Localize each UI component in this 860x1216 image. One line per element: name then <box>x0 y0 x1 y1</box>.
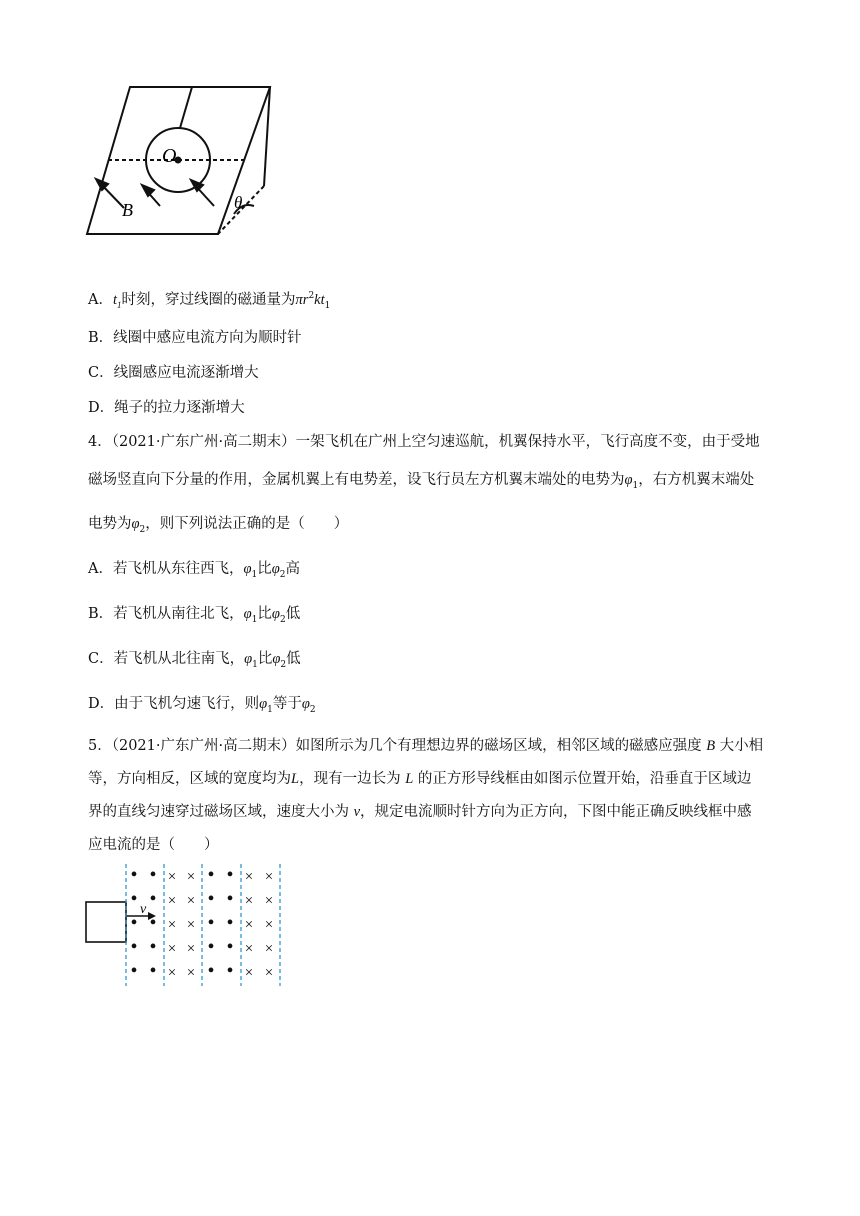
q4-stem-line-3 <box>88 512 348 535</box>
q4-stem-2-text: 磁场竖直向下分量的作用，金属机翼上有电势差，设飞行员左方机翼末端处的电势为 <box>88 472 625 488</box>
q4-a-pre: A．若飞机从东往西飞， <box>88 561 244 577</box>
q3-a-kt: kt <box>314 292 325 308</box>
q5-stem-1-tail: 大小相 <box>719 738 764 754</box>
q4-stem-3-text: 电势为 <box>88 516 132 532</box>
q4-option-d <box>88 692 316 715</box>
field-dot-mark: • <box>226 864 234 886</box>
q4-b-sub1: 1 <box>251 614 258 625</box>
q4-phi-1-sub: 1 <box>632 480 639 491</box>
label-O: O <box>162 145 177 167</box>
field-dot-mark: • <box>149 912 157 934</box>
q5-stem-3-text: 界的直线匀速穿过磁场区域，速度大小为 <box>88 804 349 820</box>
q4-a-phi1: φ <box>243 561 252 577</box>
q5-stem-line-1 <box>88 734 763 755</box>
q4-d-sub2: 2 <box>309 704 316 715</box>
q4-c-phi1: φ <box>244 651 253 667</box>
q3-a-t: t <box>112 292 118 308</box>
label-v: v <box>140 902 147 917</box>
field-cross-mark: × <box>264 893 274 909</box>
rope-line <box>180 87 192 128</box>
field-cross-mark: × <box>244 917 254 933</box>
field-dot-mark: • <box>226 936 234 958</box>
field-cross-mark: × <box>264 941 274 957</box>
field-cross-mark: × <box>264 965 274 981</box>
q5-l-symbol-1: L <box>291 771 300 787</box>
field-dot-mark: • <box>207 864 215 886</box>
q5-stem-line-4: 应电流的是（ ） <box>88 837 219 853</box>
field-dot-mark: • <box>130 936 138 958</box>
figure-incline-coil <box>84 84 284 244</box>
field-cross-mark: × <box>167 965 177 981</box>
q4-b-sub2: 2 <box>279 614 286 625</box>
q5-stem-2-text: 等，方向相反，区域的宽度均为 <box>88 771 291 787</box>
q4-stem-2-tail: ，右方机翼末端处 <box>638 472 755 488</box>
q3-option-b: B．线圈中感应电流方向为顺时针 <box>88 330 302 346</box>
q5-l-symbol-2: L <box>405 771 414 787</box>
q4-b-pre: B．若飞机从南往北飞， <box>88 606 244 622</box>
field-dot-mark: • <box>149 888 157 910</box>
q4-stem-3-tail: ，则下列说法正确的是（ ） <box>145 516 349 532</box>
q5-stem-1-text: 5．（2021·广东广州·高二期末）如图所示为几个有理想边界的磁场区域，相邻区域的磁感应强度 <box>88 738 702 754</box>
q4-b-mid: 比 <box>257 606 272 622</box>
field-cross-mark: × <box>167 869 177 885</box>
field-dot-mark: • <box>130 864 138 886</box>
field-cross-mark: × <box>167 917 177 933</box>
q3-a-pi: π <box>295 292 303 308</box>
q4-c-pre: C．若飞机从北往南飞， <box>88 651 245 667</box>
field-cross-mark: × <box>167 941 177 957</box>
field-cross-mark: × <box>244 869 254 885</box>
q4-phi-1: φ <box>624 472 633 488</box>
q5-stem-2-mid: ，现有一边长为 <box>299 771 401 787</box>
field-dot-mark: • <box>207 888 215 910</box>
q5-stem-line-3 <box>88 800 752 821</box>
q4-c-phi2: φ <box>272 651 281 667</box>
q4-b-post: 低 <box>285 606 301 622</box>
field-dot-mark: • <box>149 936 157 958</box>
field-dot-mark: • <box>226 912 234 934</box>
q3-option-d: D．绳子的拉力逐渐增大 <box>88 400 245 416</box>
field-cross-mark: × <box>244 965 254 981</box>
field-cross-mark: × <box>264 917 274 933</box>
q4-a-sub2: 2 <box>279 569 286 580</box>
field-dot-mark: • <box>207 960 215 982</box>
q4-c-sub2: 2 <box>280 659 287 670</box>
q4-option-a <box>88 557 300 580</box>
field-dot-mark: • <box>149 864 157 886</box>
q3-option-c: C．线圈感应电流逐渐增大 <box>88 365 259 381</box>
q4-phi-2-sub: 2 <box>139 524 146 535</box>
q5-v-symbol: v <box>353 804 361 820</box>
field-dot-mark: • <box>207 936 215 958</box>
field-cross-mark: × <box>186 965 196 981</box>
q3-a-kt-sub: 1 <box>324 300 331 311</box>
q4-d-mid: 等于 <box>272 696 302 712</box>
q3-a-sq: 2 <box>308 291 315 302</box>
field-dot-mark: • <box>130 912 138 934</box>
field-dot-mark: • <box>226 888 234 910</box>
label-B: B <box>122 200 133 220</box>
q4-d-phi2: φ <box>301 696 310 712</box>
q4-stem-line-1: 4．（2021·广东广州·高二期末）一架飞机在广州上空匀速巡航，机翼保持水平，飞行高度不变，由于受地 <box>88 434 760 450</box>
q3-a-prefix: A． <box>88 292 113 308</box>
field-cross-mark: × <box>186 893 196 909</box>
q4-stem-line-2 <box>88 468 754 491</box>
field-cross-mark: × <box>264 869 274 885</box>
q4-d-sub1: 1 <box>267 704 273 715</box>
q3-a-t-sub: 1 <box>117 299 122 310</box>
field-cross-mark: × <box>244 893 254 909</box>
figure-field-regions <box>84 860 284 990</box>
field-dot-mark: • <box>226 960 234 982</box>
q4-d-phi1: φ <box>259 696 268 712</box>
q4-a-mid: 比 <box>257 561 272 577</box>
field-cross-mark: × <box>186 941 196 957</box>
field-cross-mark: × <box>244 941 254 957</box>
q4-option-b <box>88 602 300 625</box>
q5-stem-line-2 <box>88 767 751 788</box>
square-loop <box>86 902 126 942</box>
q5-b-symbol: B <box>706 738 716 754</box>
q4-b-phi1: φ <box>243 606 252 622</box>
label-theta: θ <box>234 193 243 212</box>
field-dot-mark: • <box>130 960 138 982</box>
q4-c-sub1: 1 <box>252 659 258 670</box>
q4-a-phi2: φ <box>271 561 280 577</box>
q4-d-pre: D．由于飞机匀速飞行，则 <box>88 696 260 712</box>
field-dot-mark: • <box>207 912 215 934</box>
q5-stem-2-tail: 的正方形导线框由如图示位置开始，沿垂直于区域边 <box>417 771 752 787</box>
q3-option-a <box>88 288 330 311</box>
field-cross-mark: × <box>186 917 196 933</box>
field-cross-mark: × <box>167 893 177 909</box>
field-arrowhead-2 <box>142 185 154 196</box>
q3-a-r: r <box>302 292 309 308</box>
field-dot-mark: • <box>130 888 138 910</box>
field-cross-mark: × <box>186 869 196 885</box>
q4-c-post: 低 <box>286 651 301 667</box>
q4-a-post: 高 <box>285 561 301 577</box>
q4-b-phi2: φ <box>271 606 280 622</box>
q4-c-mid: 比 <box>257 651 273 667</box>
q4-phi-2: φ <box>131 516 140 532</box>
q5-stem-3-tail: ，规定电流顺时针方向为正方向，下图中能正确反映线框中感 <box>360 804 752 820</box>
q3-a-text: 时刻，穿过线圈的磁通量为 <box>121 292 296 308</box>
q4-a-sub1: 1 <box>251 569 258 580</box>
field-dot-mark: • <box>149 960 157 982</box>
q4-option-c <box>88 647 301 670</box>
